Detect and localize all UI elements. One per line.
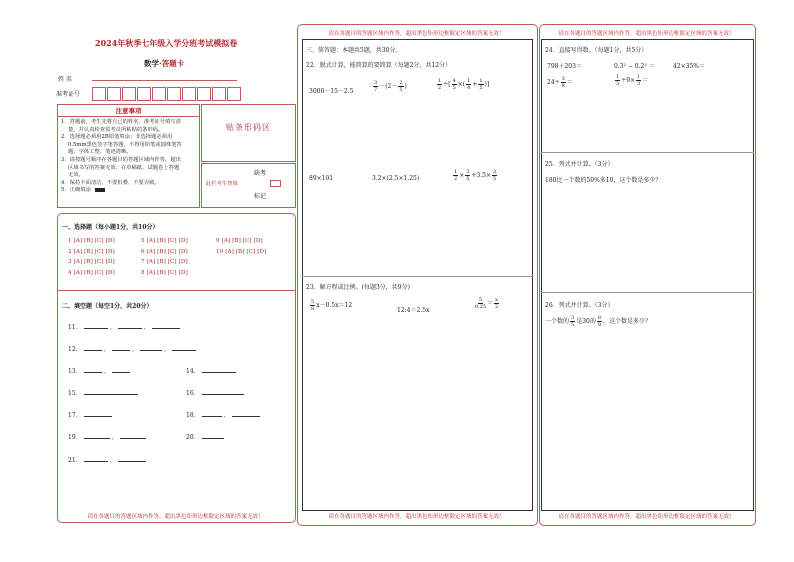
middle-answer-box <box>302 39 533 511</box>
notice-text: 区域书写的答案无效；在草稿纸、试题卷上答题 <box>68 164 180 171</box>
section-divider <box>58 290 295 291</box>
q25-text: 180比一个数的50%多10，这个数是多少？ <box>545 177 662 184</box>
blank-separator: 、 <box>109 457 116 464</box>
answer-blank[interactable] <box>84 366 102 373</box>
fill-question-number: 21． <box>68 457 82 464</box>
q23-eq-3: $\frac{5}{0.25}$ ＝ $\frac{x}{2}$ <box>475 297 499 310</box>
id-digit-box[interactable] <box>122 87 136 101</box>
q22-expr-5: 3.2×(2.5×1.25) <box>372 175 420 182</box>
fill-question-number: 12． <box>68 346 82 353</box>
absent-box <box>201 163 296 208</box>
blank-separator: 、 <box>223 412 230 419</box>
choice-row-3[interactable]: 3 [A] [B] [C] [D] <box>68 259 115 265</box>
choice-row-8[interactable]: 8 [A] [B] [C] [D] <box>141 269 188 276</box>
exam-title: 2024年秋季七年级入学分班考试模拟卷 <box>95 38 238 48</box>
q25-divider <box>541 152 754 153</box>
filled-bubble-icon <box>95 188 105 192</box>
section3-title: 三、简答题：本题共5题，共30分。 <box>306 47 402 54</box>
answer-blank[interactable] <box>152 322 180 329</box>
answer-blank[interactable] <box>84 455 108 462</box>
answer-blank[interactable] <box>84 322 108 329</box>
choice-row-1[interactable]: 1 [A] [B] [C] [D] <box>68 238 115 244</box>
blank-separator: 、 <box>111 434 118 441</box>
barcode-area <box>201 104 296 162</box>
q23-title: 23．解方程或比例。(每题3分，共9分) <box>306 284 410 291</box>
section1-title: 一、选择题（每小题1分，共10分） <box>62 224 159 231</box>
fill-question-12 <box>68 344 198 353</box>
header-warning-middle: 请在各题目的答题区域内作答，超出黑色矩形边框限定区域的答案无效！ <box>328 31 505 37</box>
q24-item-1: 798＋203＝ <box>547 63 582 70</box>
footer-warning-middle: 请在各题目的答题区域内作答，超出黑色矩形边框限定区域的答案无效！ <box>328 514 505 520</box>
blank-separator: 、 <box>143 324 150 331</box>
notice-number: 2． <box>61 134 70 141</box>
q26-text-b: 是30的 <box>576 318 596 325</box>
id-digit-box[interactable] <box>227 87 241 101</box>
notice-text: 楚，并认真检查监考员所粘贴的条形码。 <box>68 126 164 133</box>
answer-blank[interactable] <box>112 366 130 373</box>
answer-blank[interactable] <box>84 410 112 417</box>
notice-text: 选择题必须用2B铅笔填涂；非选择题必须用 <box>69 134 173 141</box>
absent-label: 缺考 <box>254 170 267 177</box>
choice-row-7[interactable]: 7 [A] [B] [C] [D] <box>141 259 188 265</box>
fill-question-number: 18． <box>186 412 200 419</box>
barcode-label: 贴条形码区 <box>226 123 271 132</box>
footer-warning-right: 请在各题目的答题区域内作答，超出黑色矩形边框限定区域的答案无效！ <box>558 514 735 520</box>
answer-blank[interactable] <box>140 344 162 351</box>
blank-separator: 、 <box>163 346 170 353</box>
fill-question-19 <box>68 432 148 441</box>
q24-item-3: 42×35%＝ <box>673 63 705 70</box>
notice-text: 保持卡面清洁，不要折叠、不要弄破。 <box>69 179 160 186</box>
section2-title: 二、填空题（每空1分，共20分） <box>62 303 153 310</box>
notice-line <box>61 149 196 157</box>
notice-line <box>61 172 196 180</box>
q22-expr-1: 3000－15－2.5 <box>309 88 354 95</box>
fill-question-number: 20． <box>186 434 200 441</box>
id-digit-box[interactable] <box>137 87 151 101</box>
absent-checkbox[interactable] <box>270 180 281 187</box>
choice-row-4[interactable]: 4 [A] [B] [C] [D] <box>68 269 115 276</box>
fill-question-13 <box>68 366 132 375</box>
notice-text: 请按题号顺序在各题目的答题区域内作答，超出 <box>69 156 181 163</box>
subject-label: 数学 <box>144 59 159 68</box>
fill-question-number: 19． <box>68 434 82 441</box>
notice-text: 答题前，考生先将自己的姓名，准考证号填写清 <box>69 119 181 125</box>
q23-divider <box>302 276 533 277</box>
footer-warning-left: 请在各题目的答题区域内作答，超出黑色矩形边框限定区域的答案无效！ <box>87 514 264 520</box>
notice-text: 0.5mm黑色签字笔答题，不得用铅笔或圆珠笔答 <box>68 141 182 148</box>
notice-line <box>61 134 196 142</box>
answer-card-label: 答题卡 <box>161 59 185 68</box>
name-label: 姓 名 <box>58 76 72 83</box>
id-digit-box[interactable] <box>92 87 106 101</box>
fill-question-20 <box>186 432 226 441</box>
absent-note: 此栏考生禁填 <box>206 181 238 187</box>
q22-title: 22．脱式计算，能简算的要简算（每题2分，共12分） <box>306 62 452 69</box>
notice-number: 5． <box>61 187 70 194</box>
notice-box <box>57 104 200 208</box>
answer-blank[interactable] <box>172 344 196 351</box>
notice-number: 3． <box>61 156 70 163</box>
q26-text-c: ，这个数是多少？ <box>603 318 652 325</box>
fill-question-number: 14． <box>186 368 200 375</box>
name-field[interactable] <box>92 80 237 81</box>
q22-expr-4: 89×101 <box>309 175 334 182</box>
q26-title: 26．列式并计算。（3分） <box>545 302 614 309</box>
fill-question-number: 13． <box>68 368 82 375</box>
q23-eq-1: $\frac{5}{8}$ x－0.5x＝12 <box>311 299 353 312</box>
q22-expr-2: $\frac{3}{7}$ －(2－ $\frac{2}{5}$ ) <box>374 80 407 93</box>
choice-row-2[interactable]: 2 [A] [B] [C] [D] <box>68 248 115 255</box>
id-digit-box[interactable] <box>182 87 196 101</box>
q22-expr-6: $\frac{1}{2}$ × $\frac{3}{5}$ +3.5× $\frac{3}{5}$ <box>454 169 497 182</box>
multiple-choice-area <box>68 238 288 286</box>
q24-title: 24．直接写得数。（每题1分，共5分） <box>545 47 648 54</box>
answer-blank[interactable] <box>202 432 224 439</box>
answer-blank[interactable] <box>84 388 138 395</box>
q24-item-4: 24÷ $\frac{3}{8}$ ＝ <box>547 76 573 89</box>
notice-list <box>58 117 199 197</box>
answer-blank[interactable] <box>118 455 146 462</box>
notice-text: 正确填涂 <box>69 187 91 194</box>
header-warning-right: 请在各题目的答题区域内作答，超出黑色矩形边框限定区域的答案无效！ <box>558 31 735 37</box>
q24-item-5: $\frac{1}{3}$ ÷9× $\frac{1}{3}$ ＝ <box>616 74 649 87</box>
id-digit-box[interactable] <box>212 87 226 101</box>
blank-separator: 、 <box>109 324 116 331</box>
id-digit-box[interactable] <box>107 87 121 101</box>
q24-item-2: 0.3² − 0.2² ＝ <box>614 63 655 70</box>
choice-row-10[interactable]: 10 [A] [B] [C] [D] <box>216 248 267 255</box>
answer-blank[interactable] <box>120 432 146 439</box>
choice-row-5[interactable]: 5 [A] [B] [C] [D] <box>141 238 188 244</box>
fill-question-number: 15． <box>68 390 82 397</box>
exam-id-boxes[interactable] <box>92 86 242 105</box>
answer-blank[interactable] <box>84 432 110 439</box>
answer-blank[interactable] <box>112 344 130 351</box>
notice-text: 无效。 <box>68 172 84 179</box>
fill-question-17 <box>68 410 114 419</box>
notice-text: 题；字体工整、笔迹清晰。 <box>68 149 132 156</box>
id-label: 准考证号 <box>56 91 81 98</box>
blank-separator: 、 <box>103 368 110 375</box>
blank-separator: 、 <box>103 346 110 353</box>
fill-question-15 <box>68 388 140 397</box>
q22-expr-3: $\frac{1}{2}$ ÷[ $\frac{4}{5}$ ×( $\frac{1}{4}$ + $\frac{1}{5}$ )] <box>438 78 490 91</box>
answer-blank[interactable] <box>202 410 222 417</box>
id-digit-box[interactable] <box>197 87 211 101</box>
answer-blank[interactable] <box>202 366 236 373</box>
subtitle-separator: · <box>159 59 162 68</box>
fill-question-number: 17． <box>68 412 82 419</box>
choice-row-9[interactable]: 9 [A] [B] [C] [D] <box>216 238 263 244</box>
q26-text-a: 一个数的 <box>545 318 570 325</box>
fill-question-11 <box>68 322 182 331</box>
answer-blank[interactable] <box>232 410 260 417</box>
id-digit-box[interactable] <box>167 87 181 101</box>
q26-text: 一个数的 $\frac{3}{5}$ 是30的 $\frac{8}{9}$ ，这个数是多少？ <box>545 315 652 328</box>
blank-separator: 、 <box>131 346 138 353</box>
notice-number: 1． <box>61 119 70 125</box>
notice-line <box>61 157 196 165</box>
notice-line <box>61 119 196 127</box>
q23-eq-2: 12:4＝2.5x <box>397 307 430 314</box>
fill-question-16 <box>186 388 246 397</box>
fill-question-14 <box>186 366 238 375</box>
right-answer-box <box>541 39 754 511</box>
answer-blank[interactable] <box>118 322 142 329</box>
notice-number: 4． <box>61 179 70 186</box>
exam-subtitle <box>144 58 184 69</box>
answer-blank[interactable] <box>202 388 244 395</box>
fill-question-number: 11． <box>68 324 82 331</box>
fill-question-18 <box>186 410 262 419</box>
fill-question-number: 16． <box>186 390 200 397</box>
id-digit-box[interactable] <box>152 87 166 101</box>
notice-title: 注意事项 <box>58 105 199 117</box>
notice-line <box>61 187 196 195</box>
choice-row-6[interactable]: 6 [A] [B] [C] [D] <box>141 248 188 255</box>
absent-mark-label: 标记 <box>254 193 267 200</box>
q25-title: 25．列式并计算。（3分） <box>545 161 614 168</box>
fill-blank-area <box>58 318 295 518</box>
left-answer-box <box>57 213 296 523</box>
q26-divider <box>541 292 754 293</box>
answer-blank[interactable] <box>84 344 102 351</box>
fill-question-21 <box>68 455 148 464</box>
